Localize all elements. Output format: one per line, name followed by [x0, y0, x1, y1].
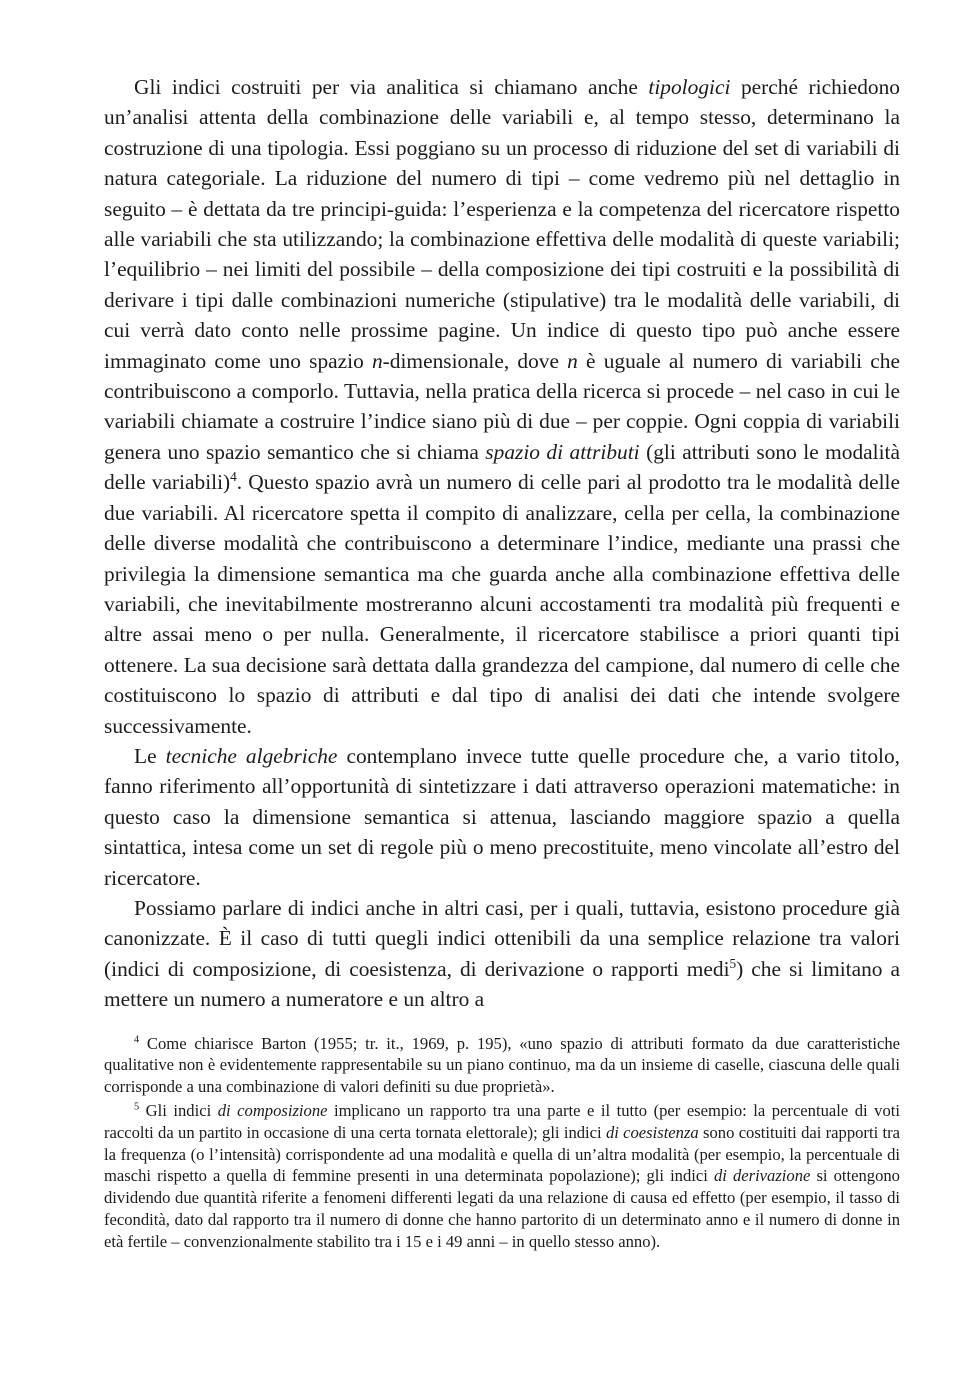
footnote-ref-5[interactable]: 5 — [729, 955, 737, 971]
paragraph-analytic-indices: Gli indici costruiti per via analitica si chiamano anche tipologici perché richiedono un’analisi attenta della combinazione delle variabili e, al tempo stesso, determinano la costruzione di una tipologia. Essi poggiano su un processo di riduzione del set di variabili di natura categoriale. La riduzione del numero di tipi – come vedremo più nel dettaglio in seguito – è dettata da tre principi-guida: l’esperienza e la competenza del ricercatore rispetto alle variabili che sta utilizzando; la combinazione effettiva delle modalità di queste variabili; l’equilibrio – nei limiti del possibile – della composizione dei tipi costruiti e la possibilità di derivare i tipi dalle combinazioni numeriche (stipulative) tra le modalità delle variabili, di cui verrà dato conto nelle prossime pagine. Un indice di questo tipo può anche essere immaginato come uno spazio n-dimensionale, dove n è uguale al numero di variabili che contribuiscono a comporlo. Tuttavia, nella pratica della ricerca si procede – nel caso in cui le variabili chiamate a costruire l’indice siano più di due – per coppie. Ogni coppia di variabili genera uno spazio semantico che si chiama spazio di attributi (gli attributi sono le modalità delle variabili)$^4$. Questo spazio avrà un numero di celle pari al prodotto tra le modalità delle due variabili. Al ricercatore spetta il compito di analizzare, cella per cella, la combinazione delle diverse modalità che contribuiscono a determinare l’indice, mediante una prassi che privilegia la dimensione semantica ma che guarda anche alla combinazione effettiva delle variabili, che inevitabilmente mostreranno alcuni accostamenti tra modalità più frequenti e altre assai meno o per nulla. Generalmente, il ricercatore stabilisce a priori quanti tipi ottenere. La sua decisione sarà dettata dalla grandezza del campione, dal numero di celle che costituiscono lo spazio di attributi e dal tipo di analisi dei dati che intende svolgere successivamente. — [104, 75, 901, 738]
paragraph-canonical-indices: Possiamo parlare di indici anche in altri casi, per i quali, tuttavia, esistono procedure già canonizzate. È il caso di tutti quegli indici ottenibili da una semplice relazione tra valori (indici di composizione, di coesistenza, di derivazione o rapporti medi$^5$) che si limitano a mettere un numero a numeratore e un altro a — [104, 895, 900, 1012]
footnote-ref-4[interactable]: 4 — [230, 469, 237, 485]
footnotes — [104, 1033, 900, 1253]
footnote-mark-5: 5 — [134, 1101, 140, 1113]
paragraph-algebraic-techniques: Le tecniche algebriche contemplano invece tutte quelle procedure che, a vario titolo, fanno riferimento all’opportunità di sintetizzare i dati attraverso operazioni matematiche: in questo caso la dimensione semantica si attenua, lasciando maggiore spazio a quella sintattica, intesa come un set di regole più o meno precostituite, meno vincolate all’estro del ricercatore. — [104, 743, 900, 890]
document-page — [104, 72, 900, 1255]
footnote-4: $^4$ Come chiarisce Barton (1955; tr. it., 1969, p. 195), «uno spazio di attributi formato da due caratteristiche qualitative non è evidentemente rappresentabile su un piano continuo, ma da un insieme di caselle, ciascuna delle quali corrisponde a una combinazione di valori definiti su due proprietà». — [104, 1033, 900, 1097]
footnote-5: $^5$ Gli indici di composizione implicano un rapporto tra una parte e il tutto (per esempio: la percentuale di voti raccolti da un partito in occasione di una certa tornata elettorale); gli indici di coesistenza sono costituiti dai rapporti tra la frequenza (o l’intensità) corrispondente ad una modalità e quella di un’altra modalità (per esempio, la percentuale di maschi rispetto a quella di femmine presenti in una determinata popolazione); gli indici di derivazione si ottengono dividendo due quantità riferite a fenomeni differenti legati da una relazione di causa ed effetto (per esempio, il tasso di fecondità, dato dal rapporto tra il numero di donne che hanno partorito di un determinato anno e il numero di donne in età fertile – convenzionalmente stabilito tra i 15 e i 49 anni – in quello stesso anno). — [104, 1100, 900, 1251]
footnote-mark-4: 4 — [134, 1034, 140, 1046]
